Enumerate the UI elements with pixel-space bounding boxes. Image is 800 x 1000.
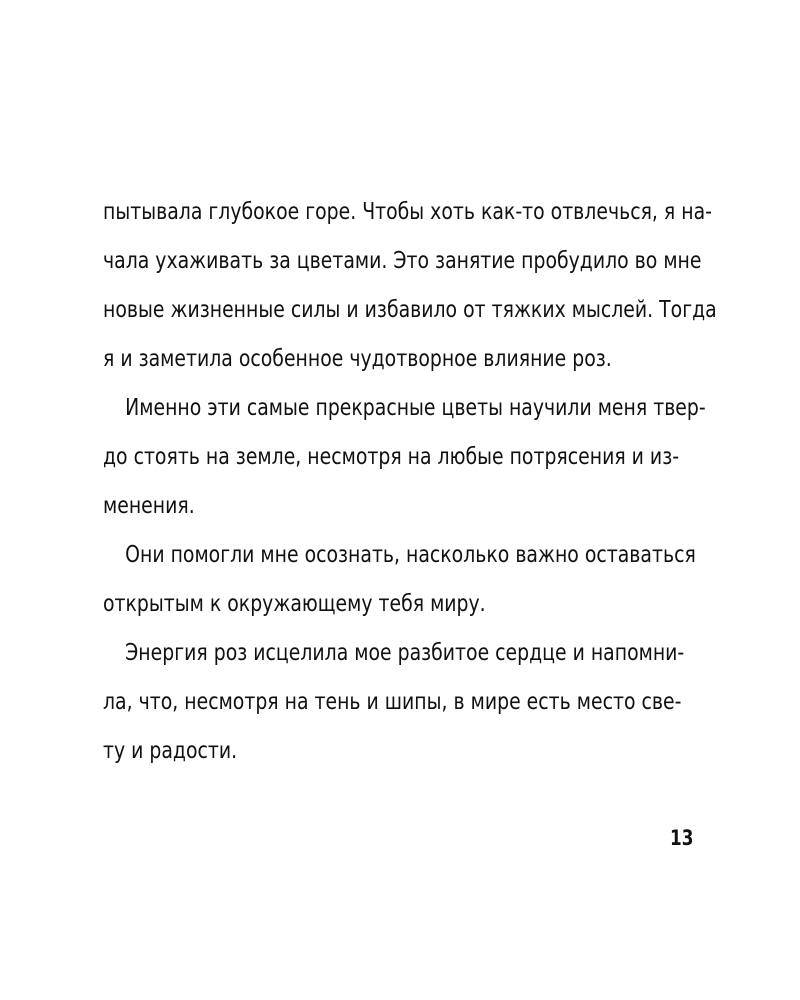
text-line: ла, что, несмотря на тень и шипы, в мире есть место све- [103,689,682,715]
text-line: Именно эти самые прекрасные цветы научили меня твер- [125,395,706,421]
text-line: чала ухаживать за цветами. Это занятие пробудило во мне [103,248,702,274]
text-line: я и заметила особенное чудотворное влияние роз. [103,346,612,372]
text-line: Энергия роз исцелила мое разбитое сердце и напомни- [125,640,685,666]
text-line: менения. [103,493,195,519]
text-line: новые жизненные силы и избавило от тяжких мыслей. Тогда [103,297,717,323]
text-line: до стоять на земле, несмотря на любые потрясения и из- [103,444,680,470]
text-line: открытым к окружающему тебя миру. [103,591,486,617]
body-text [103,188,717,776]
text-line: Они помогли мне осознать, насколько важно оставаться [125,542,696,568]
page-number: 13 [670,826,694,850]
text-line: ту и радости. [103,738,238,764]
text-line: пытывала глубокое горе. Чтобы хоть как-то отвлечься, я на- [103,199,712,225]
